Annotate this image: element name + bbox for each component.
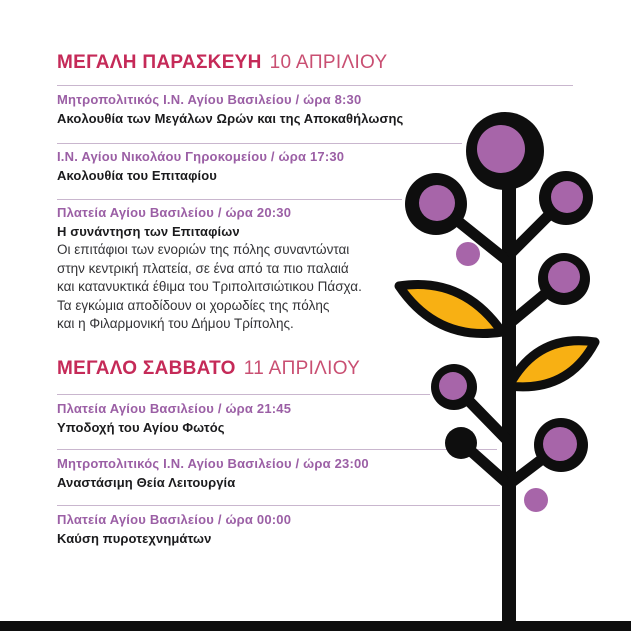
entry-location-time: Πλατεία Αγίου Βασιλείου / ώρα 21:45 [57, 401, 292, 416]
day-title: ΜΕΓΑΛΗ ΠΑΡΑΣΚΕΥΗ [57, 52, 262, 73]
entry-event: Αναστάσιμη Θεία Λειτουργία [57, 475, 236, 490]
description-line: και κατανυκτικά έθιμα του Τριπολιτσιώτικου Πάσχα. [57, 279, 362, 295]
purple-dot-upper [456, 242, 480, 266]
entry-location-time: Μητροπολιτικός Ι.Ν. Αγίου Βασιλείου / ώρα 23:00 [57, 456, 369, 471]
blossom-lower-left [439, 372, 467, 400]
day-date: 10 ΑΠΡΙΛΙΟΥ [269, 52, 388, 73]
blossom-upper-left [419, 185, 455, 221]
entry-event: Ακολουθία του Επιταφίου [57, 168, 217, 183]
description-line: και η Φιλαρμονική του Δήμου Τρίπολης. [57, 316, 294, 332]
blossom-lower-right [543, 427, 577, 461]
entry-event: Ακολουθία των Μεγάλων Ωρών και της Αποκαθήλωσης [57, 111, 404, 126]
description-line: Τα εγκώμια αποδίδουν οι χορωδίες της πόλης [57, 297, 330, 313]
leaf-left [399, 284, 502, 333]
entry-location-time: Πλατεία Αγίου Βασιλείου / ώρα 20:30 [57, 205, 292, 220]
blossom-upper-right [551, 181, 583, 213]
entry-location-time: Ι.Ν. Αγίου Νικολάου Γηροκομείου / ώρα 17:30 [57, 149, 345, 164]
black-bud-dot [445, 427, 477, 459]
entry-event: Καύση πυροτεχνημάτων [57, 531, 212, 546]
purple-dot-lower [524, 488, 548, 512]
day-title: ΜΕΓΑΛΟ ΣΑΒΒΑΤΟ [57, 358, 236, 379]
entry-event: Υποδοχή του Αγίου Φωτός [57, 420, 225, 435]
leaf-right [509, 341, 595, 387]
blossom-top [477, 125, 525, 173]
section-heading-good-friday [57, 52, 388, 74]
entry-location-time: Μητροπολιτικός Ι.Ν. Αγίου Βασιλείου / ώρα 8:30 [57, 92, 362, 107]
entry-event: Η συνάντηση των Επιταφίων [57, 224, 240, 239]
entry-description [57, 241, 362, 334]
entry-location-time: Πλατεία Αγίου Βασιλείου / ώρα 00:00 [57, 512, 292, 527]
description-line: στην κεντρική πλατεία, σε ένα από τα πιο παλαιά [57, 260, 349, 276]
day-date: 11 ΑΠΡΙΛΙΟΥ [243, 358, 361, 379]
blossom-mid-right [548, 261, 580, 293]
section-heading-holy-saturday [57, 358, 360, 380]
bottom-border-bar [0, 621, 631, 631]
description-line: Οι επιτάφιοι των ενοριών της πόλης συναντώνται [57, 242, 350, 257]
